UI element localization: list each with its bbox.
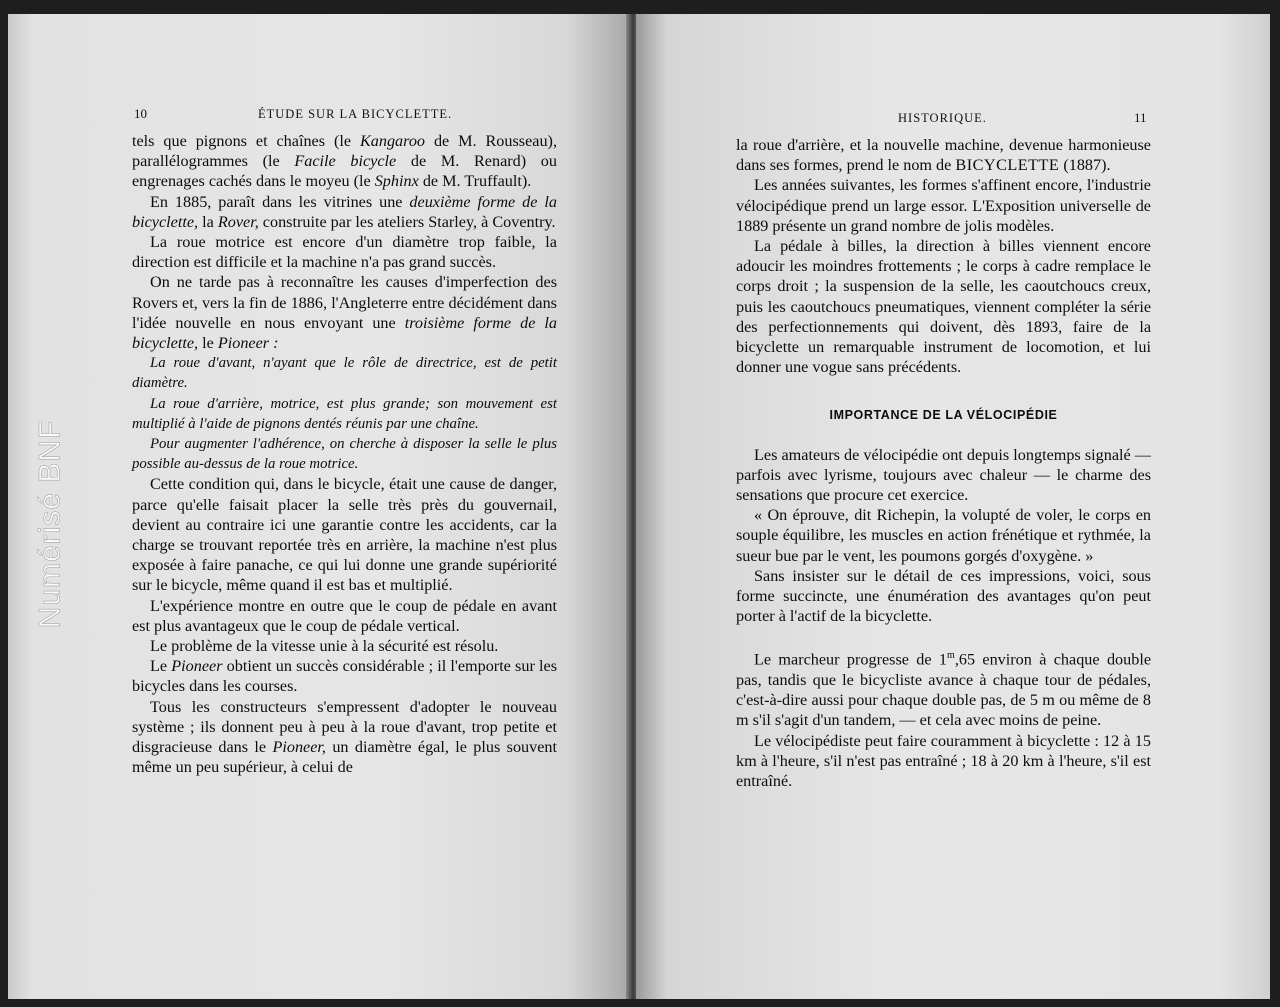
paragraph: En 1885, paraît dans les vitrines une deuxième forme de la bicyclette, la Rover, construite par les ateliers Starley, à Coventry. (132, 192, 557, 231)
bnf-watermark (30, 384, 70, 664)
right-body-text (736, 135, 1151, 791)
italic-quote: Pour augmenter l'adhérence, on cherche à disposer la selle le plus possible au-dessus de la roue motrice. (132, 436, 557, 473)
paragraph: Sans insister sur le détail de ces impressions, voici, sous forme succincte, une énumération des avantages qu'on peut porter à l'actif de la bicyclette. (736, 566, 1151, 626)
right-page-number: 11 (1134, 110, 1147, 125)
book-spread (8, 14, 1270, 999)
paragraph: Les amateurs de vélocipédie ont depuis longtemps signalé — parfois avec lyrisme, toujours avec chaleur — le charme des sensations que procure cet exercice. (736, 445, 1151, 505)
left-body-text (132, 131, 557, 778)
paragraph: Les années suivantes, les formes s'affinent encore, l'industrie vélocipédique prend un large essor. L'Exposition universelle de 1889 présente un grand nombre de jolis modèles. (736, 176, 1151, 235)
right-running-title: HISTORIQUE. (898, 111, 987, 125)
spacer (736, 626, 1151, 646)
italic-quote: La roue d'avant, n'ayant que le rôle de directrice, est de petit diamètre. (132, 355, 557, 392)
paragraph: Tous les constructeurs s'empressent d'adopter le nouveau système ; ils donnent peu à peu à la roue d'avant, trop petite et disgracieuse dans le Pioneer, un diamètre égal, le plus souvent même un peu supérieur, à celui de (132, 697, 558, 777)
paragraph: tels que pignons et chaînes (le Kangaroo de M. Rousseau), parallélogrammes (le Facile bicycle de M. Renard) ou engrenages cachés dans le moyeu (le Sphinx de M. Truffault). (132, 132, 557, 191)
italic-quote: La roue d'arrière, motrice, est plus grande; son mouvement est multiplié à l'aide de pignons dentés réunis par une chaîne. (132, 395, 557, 432)
left-page (8, 14, 628, 999)
paragraph: On ne tarde pas à reconnaître les causes d'imperfection des Rovers et, vers la fin de 1886, l'Angleterre entre décidément dans l'idée nouvelle en nous envoyant une troisième forme de la bicyclette, le Pioneer : (132, 273, 557, 353)
paragraph: Le problème de la vitesse unie à la sécurité est résolu. (150, 637, 499, 656)
left-running-title: ÉTUDE SUR LA BICYCLETTE. (258, 107, 453, 121)
watermark-text: Numérisé BNF (33, 419, 67, 629)
paragraph: La pédale à billes, la direction à billes viennent encore adoucir les moindres frottements ; le corps à cadre remplace le corps droit ; la suspension de la selle, les caoutchoucs creux, puis les caoutchoucs pneumatiques, viennent compléter la série des perfectionnements qui doivent, dès 1893, faire de la bicyclette un remarquable instrument de locomotion, et lui donner une vogue sans précédents. (736, 237, 1151, 377)
right-page (636, 14, 1270, 999)
paragraph: Le marcheur progresse de 1$^m$,65 environ à chaque double pas, tandis que le bicycliste avance à chaque tour de pédales, c'est-à-dire aussi pour chaque double pas, de 5 m ou même de 8 m s'il s'agit d'un tandem, — et cela avec moins de peine. (736, 650, 1152, 730)
paragraph: L'expérience montre en outre que le coup de pédale en avant est plus avantageux que le coup de pédale vertical. (132, 596, 557, 635)
paragraph: Cette condition qui, dans le bicycle, était une cause de danger, parce qu'elle faisait placer la selle très près du gouvernail, devient au contraire ici une garantie contre les accidents, car la charge se trouvant reportée très en arrière, la machine n'est plus exposée à faire panache, ce qui lui donne une grande supériorité sur le bicycle, même quand il est bas et multiplié. (132, 475, 557, 595)
paragraph: Le Pioneer obtient un succès considérable ; il l'emporte sur les bicycles dans les courses. (132, 657, 557, 696)
paragraph: La roue motrice est encore d'un diamètre trop faible, la direction est difficile et la machine n'a pas grand succès. (132, 233, 557, 272)
left-page-number: 10 (134, 106, 147, 121)
section-heading: IMPORTANCE DE LA VÉLOCIPÉDIE (829, 408, 1058, 423)
paragraph: « On éprouve, dit Richepin, la volupté de voler, le corps en souple équilibre, les muscles en action frénétique et rythmée, la sueur bue par le vent, les poumons gorgés d'oxygène. » (736, 506, 1151, 565)
paragraph: la roue d'arrière, et la nouvelle machine, devenue harmonieuse dans ses formes, prend le nom de BICYCLETTE (1887). (736, 136, 1151, 175)
paragraph: Le vélocipédiste peut faire couramment à bicyclette : 12 à 15 km à l'heure, s'il n'est pas entraîné ; 18 à 20 km à l'heure, s'il est entraîné. (736, 731, 1151, 791)
